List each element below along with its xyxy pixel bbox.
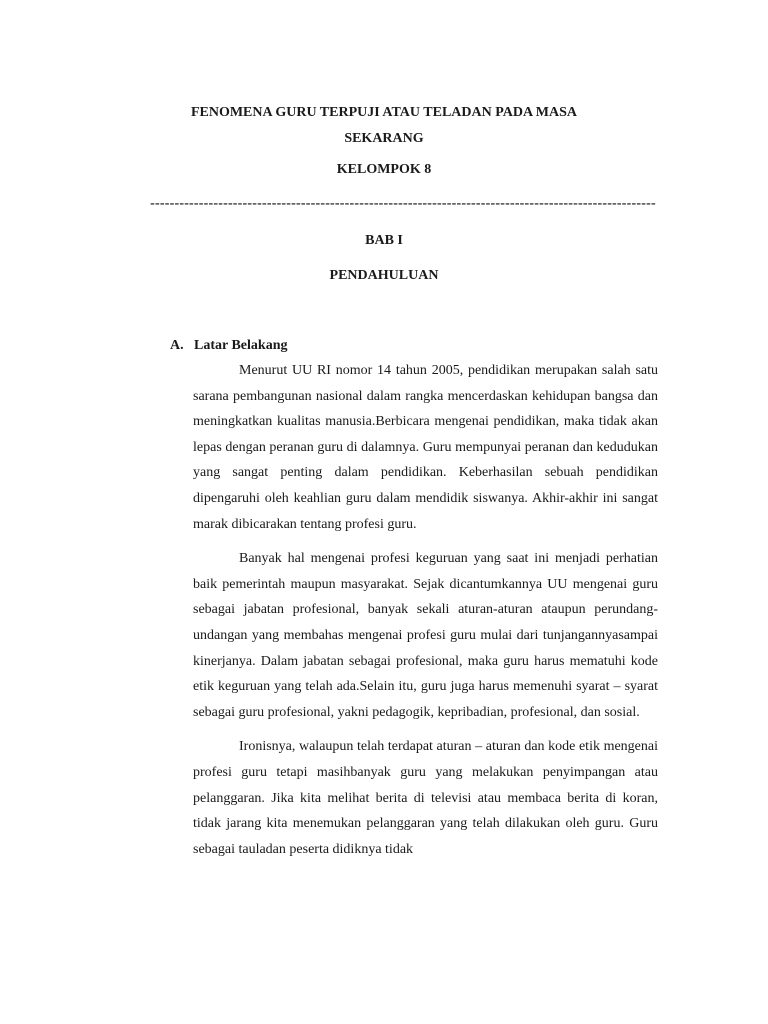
- dashed-divider: --------------------------------------------------------------------------------------------------------: [150, 196, 656, 211]
- paragraph-3: Ironisnya, walaupun telah terdapat aturan – aturan dan kode etik mengenai profesi guru tetapi masihbanyak guru yang melakukan penyimpangan atau pelanggaran. Jika kita melihat berita di televisi atau membaca berita di koran, tidak jarang kita menemukan pelanggaran yang telah dilakukan oleh guru. Guru sebagai tauladan peserta didiknya tidak: [193, 739, 658, 857]
- paragraph-1: Menurut UU RI nomor 14 tahun 2005, pendidikan merupakan salah satu sarana pembangunan nasional dalam rangka mencerdaskan kehidupan bangsa dan meningkatkan kualitas manusia.Berbicara mengenai pendidikan, maka tidak akan lepas dengan peranan guru di dalamnya. Guru mempunyai peranan dan kedudukan yang sangat penting dalam pendidikan. Keberhasilan sebuah pendidikan dipengaruhi oleh keahlian guru dalam mendidik siswanya. Akhir-akhir ini sangat marak dibicarakan tentang profesi guru.: [193, 363, 658, 532]
- document-title: [0, 100, 768, 152]
- group-label: KELOMPOK 8: [336, 162, 432, 177]
- paragraph-2: Banyak hal mengenai profesi keguruan yang saat ini menjadi perhatian baik pemerintah maupun masyarakat. Sejak dicantumkannya UU mengenai guru sebagai jabatan profesional, banyak sekali aturan-aturan ataupun perundang-undangan yang membahas mengenai profesi guru mulai dari tunjangannyasampai kinerjanya. Dalam jabatan sebagai profesional, maka guru harus mematuhi kode etik keguruan yang telah ada.Selain itu, guru juga harus memenuhi syarat – syarat sebagai guru profesional, yakni pedagogik, kepribadian, profesional, dan sosial.: [193, 551, 658, 720]
- section-heading-text: Latar Belakang: [194, 338, 288, 353]
- section-letter: A.: [170, 338, 184, 353]
- section-heading: [170, 338, 287, 354]
- body-text: [193, 358, 658, 871]
- title-line-1: FENOMENA GURU TERPUJI ATAU TELADAN PADA MASA: [190, 105, 578, 120]
- title-line-2: SEKARANG: [344, 131, 424, 146]
- chapter-title: PENDAHULUAN: [329, 268, 439, 283]
- chapter-number: BAB I: [365, 233, 403, 248]
